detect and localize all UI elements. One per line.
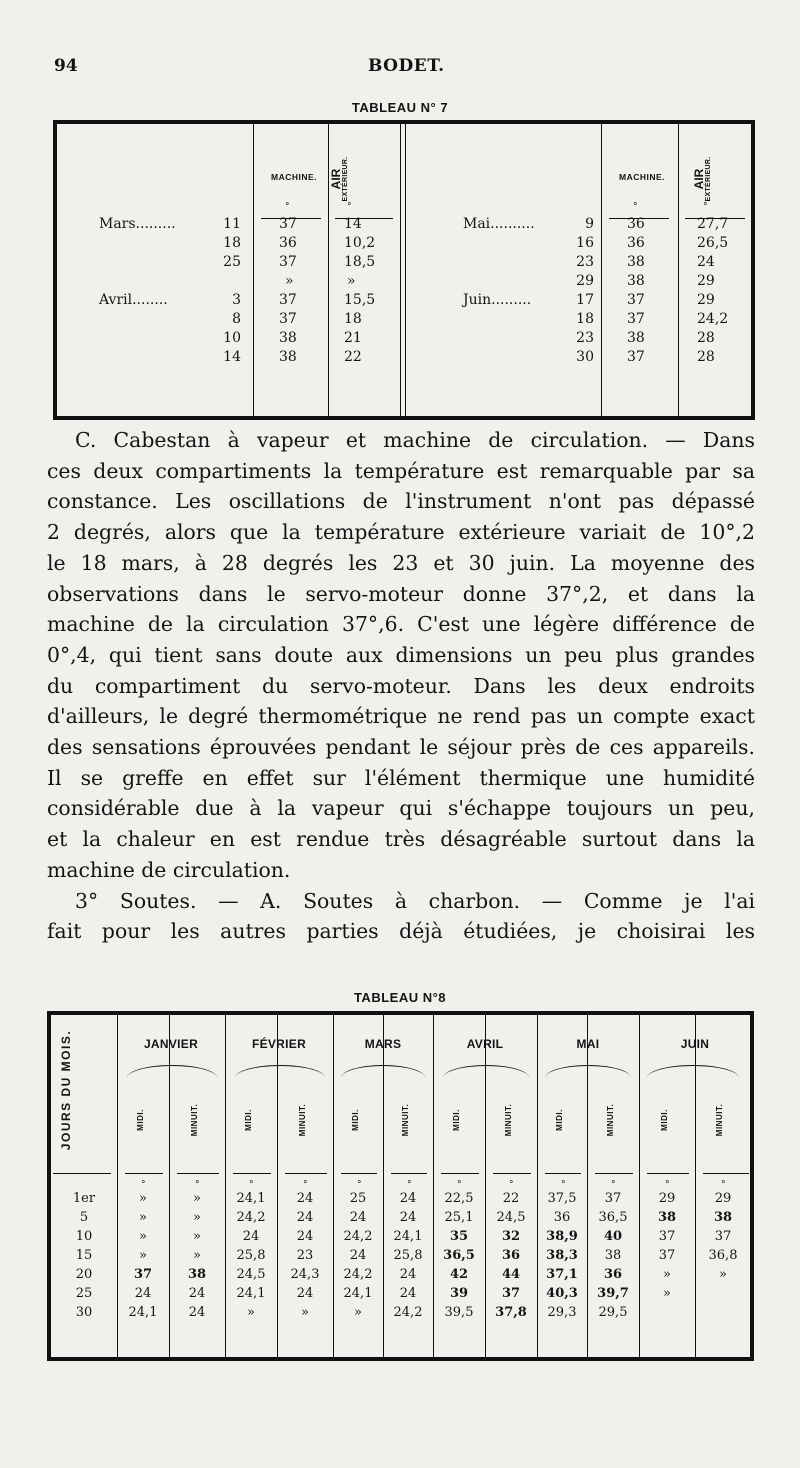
tableau8-month-janvier: JANVIER	[143, 1037, 199, 1051]
tableau7: MACHINE. AIR EXTÉRIEUR. MACHINE. AIR EXTÉRIEUR. ° ° ° ° Mars......... 11 37 14 Mai.......... 9 36 27,7 18 36 10,2 16 36 26,5 25 37 18,5 23 38 24 » » 29 38 29 Avril........ 3 37 15,5 Juin......... 17 37 29 8 37 18 18 37 24,2 10 38 21 23 38 28 14 38 22 30 37 28	[53, 120, 755, 420]
tableau8-month-avril: AVRIL	[466, 1037, 504, 1051]
text-line: et la chaleur en est rendue très désagréable surtout dans la	[47, 827, 755, 852]
tableau8-sub-midi: MIDI.	[244, 1109, 253, 1131]
tableau8-jours-label: JOURS DU MOIS.	[59, 1029, 73, 1151]
tableau8-sub-minuit: MINUIT.	[606, 1103, 615, 1137]
tableau8-sub-midi: MIDI.	[136, 1109, 145, 1131]
tableau8-row: 5 » » 24,2 24 24 24 25,1 24,5 36 36,5 38 38	[79, 1210, 733, 1225]
tableau8-row: 10 » » 24 24 24,2 24,1 35 32 38,9 40 37 37	[75, 1229, 732, 1244]
tableau8-sub-minuit: MINUIT.	[401, 1103, 410, 1137]
tableau8-sub-minuit: MINUIT.	[298, 1103, 307, 1137]
tableau7-col-air-right: AIR EXTÉRIEUR.	[692, 156, 712, 202]
text-line: observations dans le servo-moteur donne 37°,2, et dans la	[47, 581, 755, 606]
tableau7-col-machine-right: MACHINE.	[619, 172, 666, 182]
tableau8-sub-midi: MIDI.	[555, 1109, 564, 1131]
tableau8-row: 20 37 38 24,5 24,3 24,2 24 42 44 37,1 36 » »	[75, 1267, 727, 1282]
tableau7-col-air-left: AIR EXTÉRIEUR.	[329, 156, 349, 202]
text-line: fait pour les autres parties déjà étudiées, je choisirai les	[47, 919, 755, 944]
tableau8-month-fevrier: FÉVRIER	[251, 1037, 307, 1051]
text-line: le 18 mars, à 28 degrés les 23 et 30 juin. La moyenne des	[47, 550, 755, 575]
tableau7-row: 18 36 10,2 16 36 26,5	[223, 235, 729, 251]
text-line: du compartiment du servo-moteur. Dans les deux endroits	[47, 673, 755, 698]
tableau7-title: TABLEAU N° 7	[351, 100, 449, 115]
tableau7-row: 8 37 18 18 37 24,2	[232, 311, 729, 327]
text-line: machine de la circulation 37°,6. C'est une légère différence de	[47, 612, 755, 637]
tableau8-month-mars: MARS	[364, 1037, 402, 1051]
tableau8-row: 1er » » 24,1 24 25 24 22,5 22 37,5 37 29 29	[72, 1191, 732, 1206]
tableau7-row: 25 37 18,5 23 38 24	[223, 254, 715, 270]
page-header	[0, 56, 800, 86]
tableau8-row: 25 24 24 24,1 24 24,1 24 39 37 40,3 39,7 »	[75, 1286, 671, 1301]
text-line: 3° Soutes. — A. Soutes à charbon. — Comme je l'ai	[75, 888, 755, 913]
running-head: BODET.	[368, 56, 445, 76]
tableau8-sub-minuit: MINUIT.	[190, 1103, 199, 1137]
tableau8-title: TABLEAU N°8	[353, 990, 447, 1005]
tableau7-row: Avril........ 3 37 15,5 Juin......... 17 37 29	[99, 292, 715, 308]
page-number: 94	[54, 56, 78, 76]
tableau8-row: 15 » » 25,8 23 24 25,8 36,5 36 38,3 38 37 36,8	[75, 1248, 738, 1263]
tableau8-month-mai: MAI	[576, 1037, 600, 1051]
text-line: considérable due à la vapeur qui s'échappe toujours un peu,	[47, 796, 755, 821]
tableau8-sub-midi: MIDI.	[351, 1109, 360, 1131]
tableau7-col-machine-left: MACHINE.	[271, 172, 318, 182]
tableau8-row: 30 24,1 24 » » » 24,2 39,5 37,8 29,3 29,5	[75, 1305, 628, 1320]
tableau8-month-juin: JUIN	[680, 1037, 710, 1051]
text-line: machine de circulation.	[47, 857, 291, 882]
tableau8: JOURS DU MOIS. JANVIER FÉVRIER MARS AVRIL MAI JUIN MIDI. MINUIT. MIDI. MINUIT. MIDI. MINUIT. MIDI. MINUIT. MIDI. MINUIT. MIDI. MINUIT. ° ° ° ° ° ° ° ° ° ° ° ° 1er » » 24,1 24 25 24 22,5 22 37,5 37 29 29 5 » » 24,2 24 24 24 25,1 24,5 36 36,5 38 38 10 » » 24 24 24,2 24,1 35 32 38,9 40 37 37 15 » » 25,8 23 24 25,8 36,5 36 38,3 38 37 36,8 20 37 38 24,5 24,3 24,2 24 42 44 37,1 36 » » 25 24 24 24,1 24 24,1 24 39 37 40,3 39,7 » 30 24,1 24 » » » 24,2 39,5 37,8 29,3 29,5	[47, 1011, 754, 1361]
text-line: constance. Les oscillations de l'instrument n'ont pas dépassé	[47, 489, 755, 514]
tableau7-row: 10 38 21 23 38 28	[223, 330, 715, 346]
text-line: des sensations éprouvées pendant le séjour près de ces appareils.	[47, 735, 755, 760]
tableau7-row: Mars......... 11 37 14 Mai.......... 9 36 27,7	[99, 216, 729, 232]
text-line: 2 degrés, alors que la température extérieure variait de 10°,2	[47, 520, 755, 545]
body-text	[47, 425, 755, 947]
text-line: ces deux compartiments la température est remarquable par sa	[47, 458, 755, 483]
tableau7-row: » » 29 38 29	[285, 273, 715, 289]
text-line: d'ailleurs, le degré thermométrique ne rend pas un compte exact	[47, 704, 755, 729]
tableau8-sub-midi: MIDI.	[452, 1109, 461, 1131]
tableau8-sub-minuit: MINUIT.	[504, 1103, 513, 1137]
text-line: C. Cabestan à vapeur et machine de circulation. — Dans	[75, 428, 755, 452]
tableau8-sub-minuit: MINUIT.	[715, 1103, 724, 1137]
text-line: 0°,4, qui tient sans doute aux dimensions un peu plus grandes	[47, 642, 755, 667]
tableau8-sub-midi: MIDI.	[660, 1109, 669, 1131]
tableau7-row: 14 38 22 30 37 28	[223, 349, 715, 365]
text-line: Il se greffe en effet sur l'élément thermique une humidité	[47, 765, 755, 790]
